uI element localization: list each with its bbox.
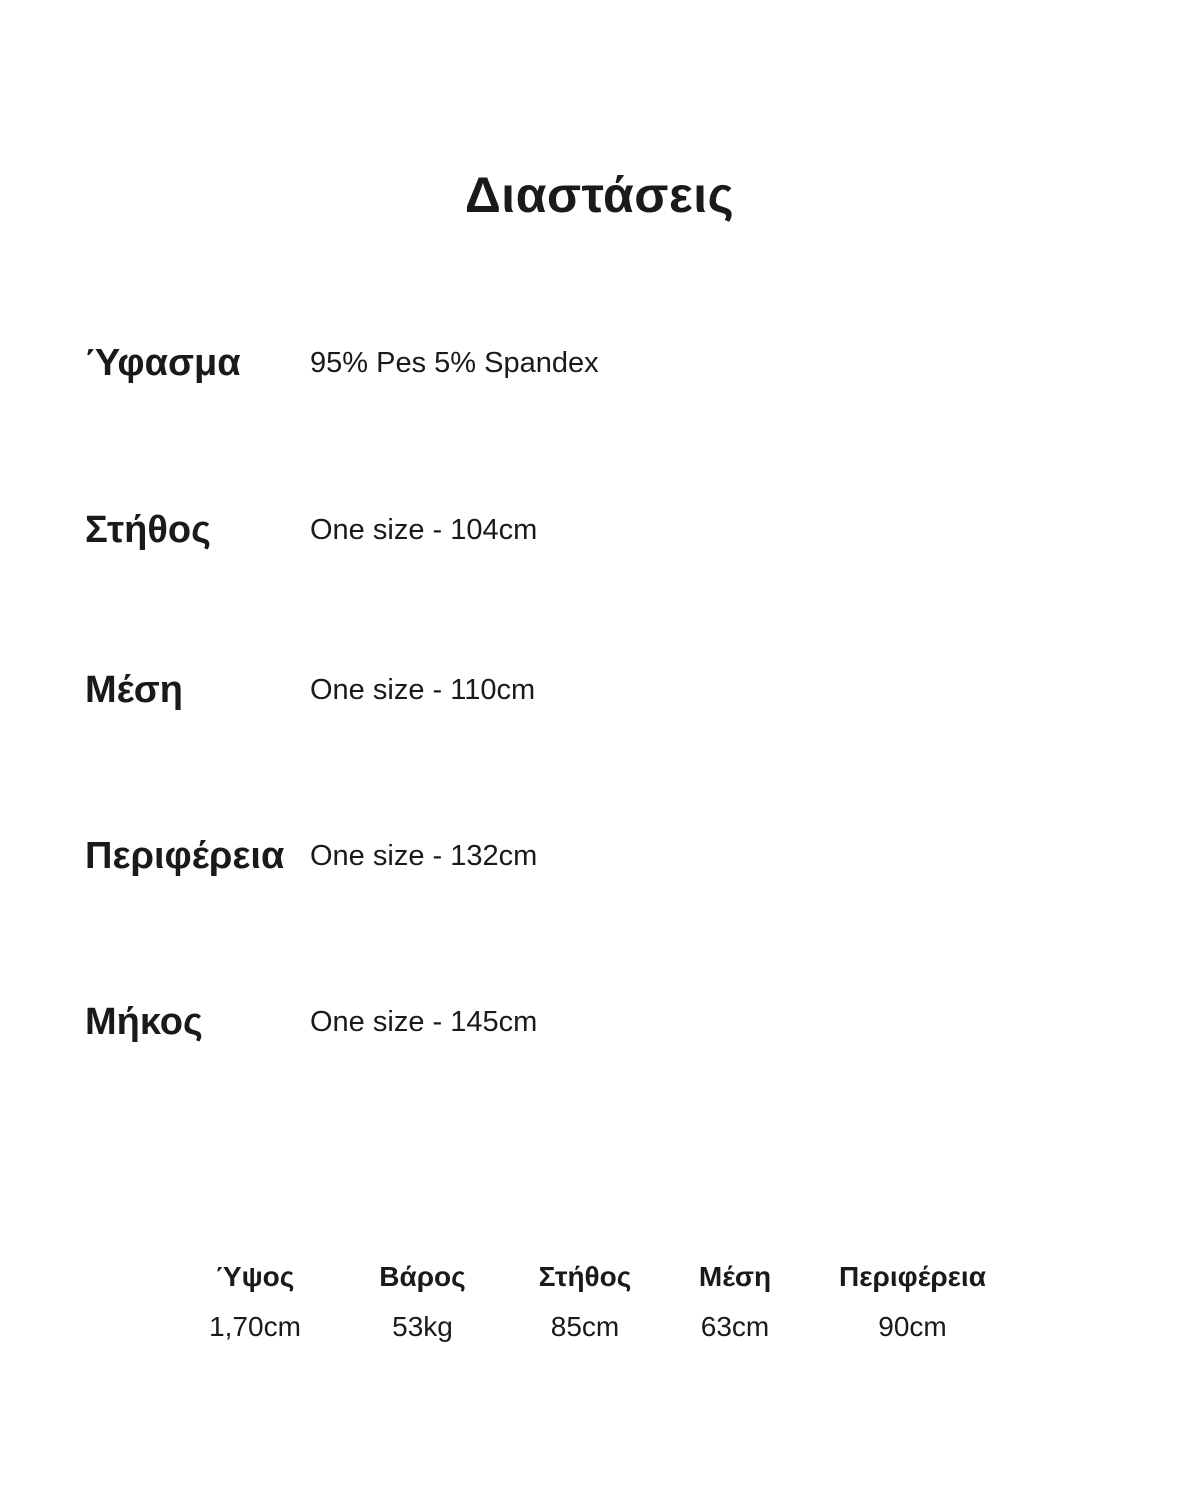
- spec-row-hips: [85, 825, 1149, 887]
- spec-row-waist: [85, 659, 1149, 721]
- stats-header: Βάρος: [379, 1261, 466, 1292]
- stats-value: 85cm: [550, 1311, 620, 1342]
- stats-header: Μέση: [698, 1261, 772, 1292]
- spec-label: Περιφέρεια: [85, 834, 285, 877]
- spec-value: One size - 110cm: [310, 673, 536, 706]
- stats-header: Περιφέρεια: [839, 1261, 986, 1292]
- spec-label: Ύφασμα: [85, 341, 241, 384]
- stats-value: 53kg: [392, 1311, 453, 1342]
- stats-header: Ύψος: [215, 1261, 295, 1292]
- spec-row-chest: [85, 499, 1149, 561]
- stats-column-weight: [340, 1252, 505, 1352]
- stats-header: Στήθος: [538, 1261, 632, 1292]
- model-stats-table: [170, 1252, 1020, 1352]
- stats-value: 1,70cm: [209, 1311, 301, 1342]
- spec-row-length: [85, 991, 1149, 1053]
- stats-column-height: [170, 1252, 340, 1352]
- stats-column-hips: [805, 1252, 1020, 1352]
- spec-label: Μήκος: [85, 1000, 203, 1043]
- page-title: Διαστάσεις: [464, 167, 735, 223]
- spec-value: 95% Pes 5% Spandex: [310, 346, 599, 379]
- spec-value: One size - 145cm: [310, 1005, 538, 1038]
- stats-value: 90cm: [878, 1311, 947, 1342]
- spec-value: One size - 104cm: [310, 513, 538, 546]
- spec-row-fabric: [85, 332, 1149, 394]
- stats-value: 63cm: [700, 1311, 770, 1342]
- spec-value: One size - 132cm: [310, 839, 538, 872]
- stats-column-waist: [665, 1252, 805, 1352]
- spec-label: Μέση: [85, 668, 184, 711]
- spec-label: Στήθος: [85, 508, 211, 551]
- stats-column-chest: [505, 1252, 665, 1352]
